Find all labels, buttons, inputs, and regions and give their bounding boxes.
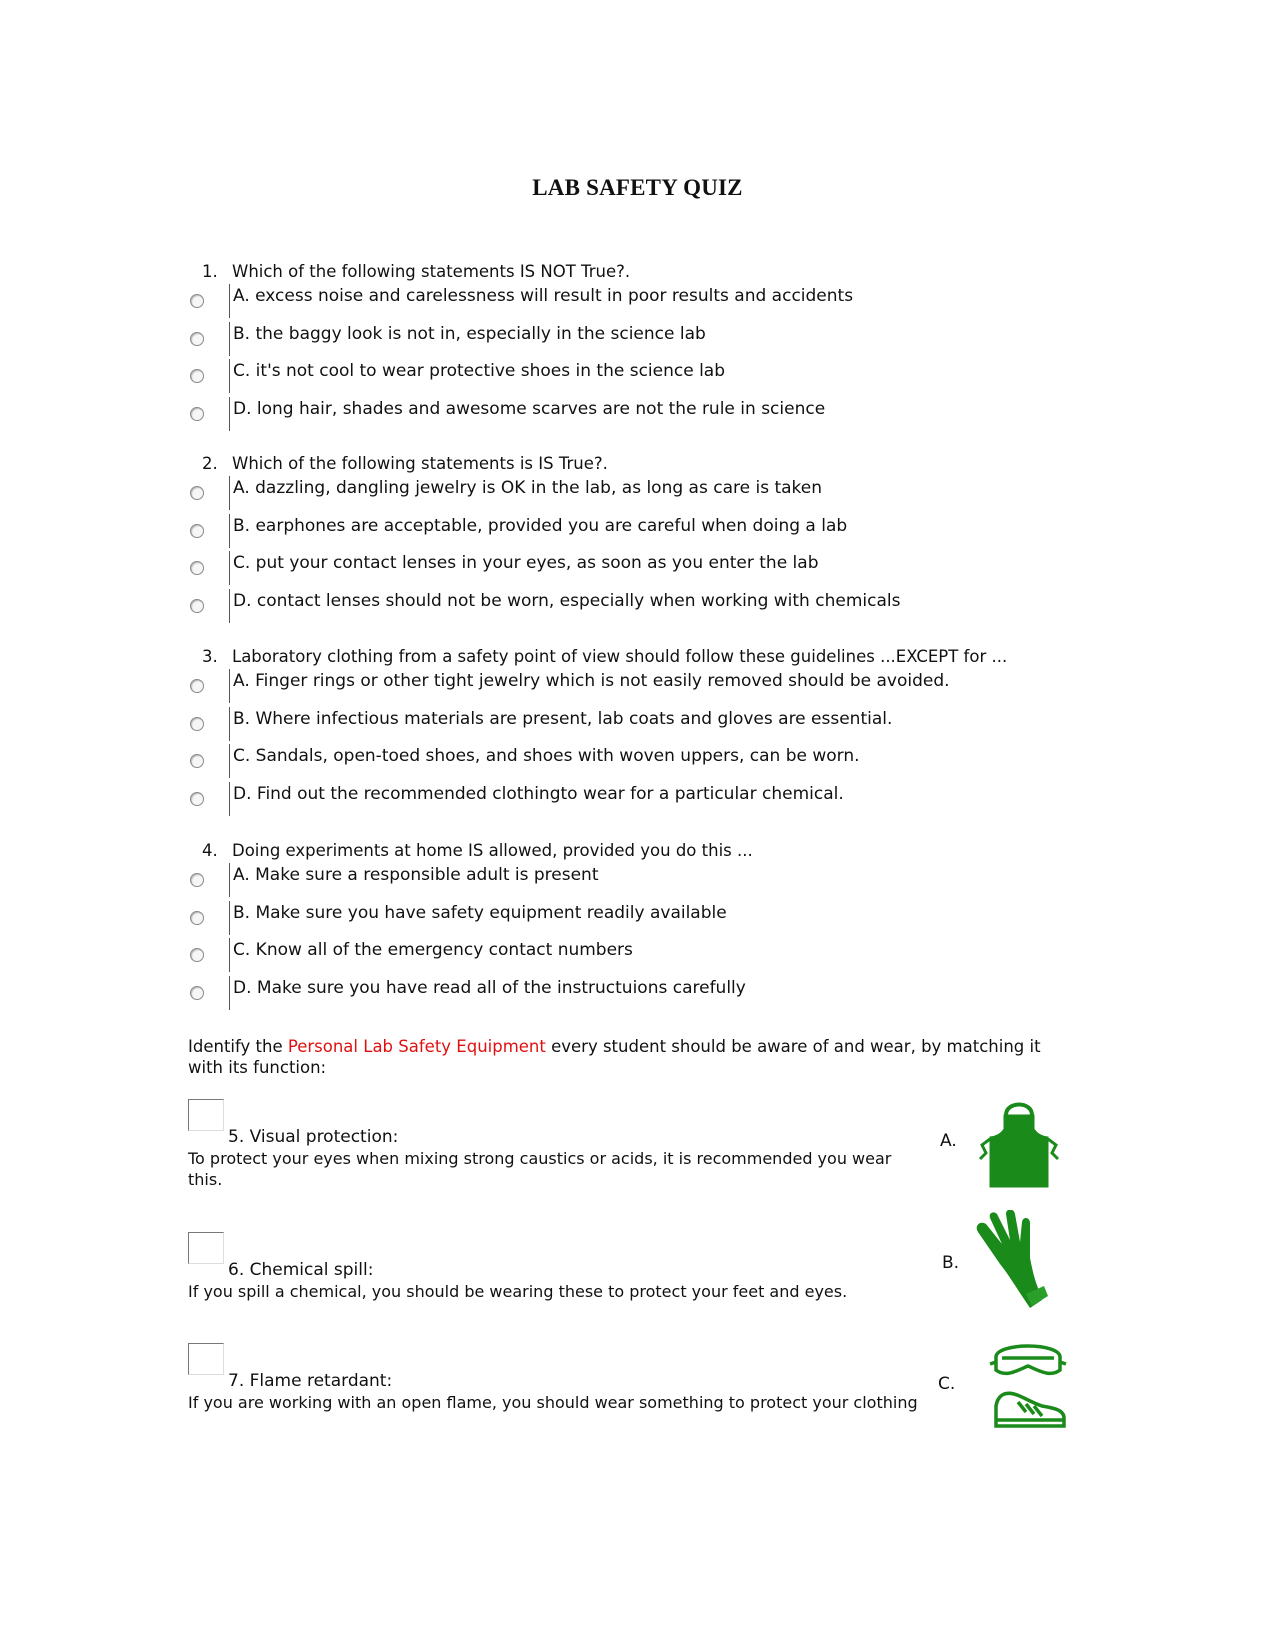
- radio-button[interactable]: [190, 407, 204, 421]
- option-label: B. earphones are acceptable, provided you are careful when doing a lab: [229, 514, 847, 548]
- matching-title: 5. Visual protection:: [228, 1127, 399, 1147]
- question-3: [190, 645, 1090, 819]
- option-c[interactable]: [190, 744, 1090, 782]
- matching-description: If you are working with an open flame, you should wear something to protect your clothing: [188, 1393, 918, 1412]
- page-title: LAB SAFETY QUIZ: [532, 175, 743, 200]
- radio-button[interactable]: [190, 754, 204, 768]
- option-label: A. Finger rings or other tight jewelry which is not easily removed should be avoided.: [229, 669, 950, 703]
- option-d[interactable]: [190, 782, 1090, 820]
- option-b[interactable]: [190, 322, 1090, 360]
- question-2: [190, 452, 1090, 626]
- question-4: [190, 839, 1090, 1013]
- option-c[interactable]: [190, 938, 1090, 976]
- radio-button[interactable]: [190, 561, 204, 575]
- radio-button[interactable]: [190, 792, 204, 806]
- option-a[interactable]: [190, 669, 1090, 707]
- option-b[interactable]: [190, 514, 1090, 552]
- option-b[interactable]: [190, 707, 1090, 745]
- option-label: D. contact lenses should not be worn, especially when working with chemicals: [229, 589, 900, 623]
- option-c[interactable]: [190, 359, 1090, 397]
- radio-button[interactable]: [190, 486, 204, 500]
- radio-button[interactable]: [190, 948, 204, 962]
- option-d[interactable]: [190, 589, 1090, 627]
- radio-button[interactable]: [190, 986, 204, 1000]
- option-label: C. Know all of the emergency contact numbers: [229, 938, 633, 972]
- answer-box[interactable]: [188, 1232, 224, 1264]
- matching-title: 6. Chemical spill:: [228, 1260, 374, 1280]
- option-a[interactable]: [190, 863, 1090, 901]
- option-a[interactable]: [190, 476, 1090, 514]
- radio-button[interactable]: [190, 717, 204, 731]
- option-a[interactable]: [190, 284, 1090, 322]
- question-1: [190, 260, 1090, 434]
- equipment-letter-c: C.: [938, 1374, 956, 1394]
- answer-box[interactable]: [188, 1343, 224, 1375]
- matching-description: To protect your eyes when mixing strong caustics or acids, it is recommended you wear this.: [188, 1149, 892, 1189]
- radio-button[interactable]: [190, 524, 204, 538]
- radio-button[interactable]: [190, 911, 204, 925]
- option-d[interactable]: [190, 976, 1090, 1014]
- option-label: B. Make sure you have safety equipment readily available: [229, 901, 727, 935]
- radio-button[interactable]: [190, 294, 204, 308]
- radio-button[interactable]: [190, 679, 204, 693]
- option-label: C. Sandals, open-toed shoes, and shoes with woven uppers, can be worn.: [229, 744, 860, 778]
- apron-icon: [978, 1093, 1060, 1189]
- option-label: A. excess noise and carelessness will result in poor results and accidents: [229, 284, 853, 318]
- matching-description: If you spill a chemical, you should be wearing these to protect your feet and eyes.: [188, 1282, 848, 1301]
- option-label: B. Where infectious materials are present, lab coats and gloves are essential.: [229, 707, 892, 741]
- equipment-letter-b: B.: [942, 1253, 960, 1273]
- option-label: A. Make sure a responsible adult is present: [229, 863, 599, 897]
- option-label: D. Make sure you have read all of the instructuions carefully: [229, 976, 746, 1010]
- option-b[interactable]: [190, 901, 1090, 939]
- goggles-and-shoe-icon: [988, 1336, 1068, 1436]
- matching-instructions: Identify the Personal Lab Safety Equipment every student should be aware of and wear, by matching it with its function:: [188, 1037, 1041, 1077]
- equipment-letter-a: A.: [940, 1131, 957, 1151]
- matching-title: 7. Flame retardant:: [228, 1371, 393, 1391]
- option-c[interactable]: [190, 551, 1090, 589]
- question-text: 2. Which of the following statements is IS True?.: [202, 454, 608, 473]
- radio-button[interactable]: [190, 332, 204, 346]
- option-label: A. dazzling, dangling jewelry is OK in the lab, as long as care is taken: [229, 476, 822, 510]
- radio-button[interactable]: [190, 369, 204, 383]
- option-label: D. long hair, shades and awesome scarves are not the rule in science: [229, 397, 825, 431]
- option-d[interactable]: [190, 397, 1090, 435]
- question-text: 4. Doing experiments at home IS allowed, provided you do this ...: [202, 841, 753, 860]
- radio-button[interactable]: [190, 873, 204, 887]
- option-label: D. Find out the recommended clothingto wear for a particular chemical.: [229, 782, 844, 816]
- option-label: C. it's not cool to wear protective shoes in the science lab: [229, 359, 725, 393]
- highlight-text: Personal Lab Safety Equipment: [287, 1037, 546, 1056]
- answer-box[interactable]: [188, 1099, 224, 1131]
- question-text: 3. Laboratory clothing from a safety point of view should follow these guidelines ...EXCEPT for ...: [202, 647, 1008, 666]
- glove-icon: [972, 1210, 1054, 1310]
- question-text: 1. Which of the following statements IS NOT True?.: [202, 262, 631, 281]
- option-label: C. put your contact lenses in your eyes, as soon as you enter the lab: [229, 551, 819, 585]
- option-label: B. the baggy look is not in, especially in the science lab: [229, 322, 706, 356]
- radio-button[interactable]: [190, 599, 204, 613]
